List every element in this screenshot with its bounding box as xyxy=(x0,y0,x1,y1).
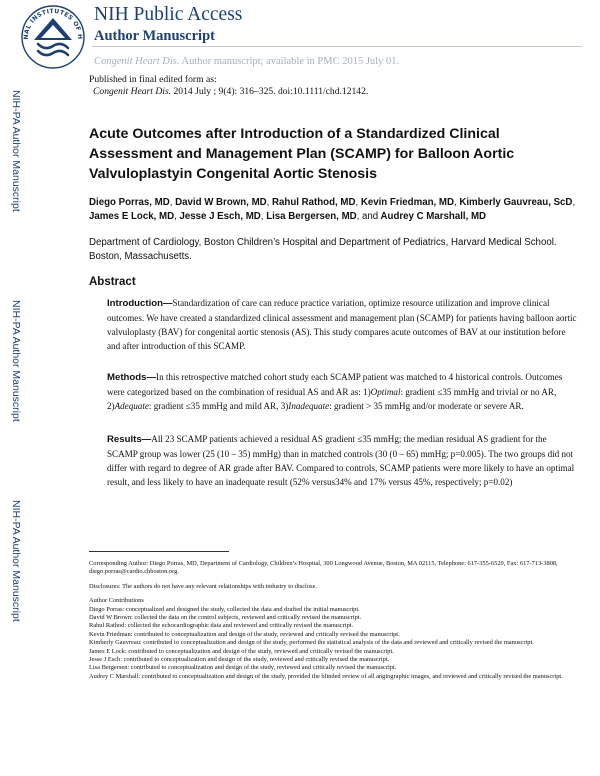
seal-lettering: NAL INSTITUTES OF H xyxy=(22,7,84,40)
abstract-heading: Abstract xyxy=(89,276,136,288)
availability-text: Author manuscript; available in PMC 2015 July 01. xyxy=(181,56,400,67)
methods-text: In this retrospective matched cohort study each SCAMP patient was matched to 4 historical controls. Outcomes were categorized based on the combination of residual AS and AR as: 1) xyxy=(107,372,563,397)
contribution-item: James E Lock: contributed to conceptualization and design of the study, reviewed and critically revised the manuscript. xyxy=(89,647,394,655)
header-journal-name: Congenit Heart Dis. xyxy=(94,56,180,67)
nih-seal-icon xyxy=(20,4,86,70)
citation-details: 2014 July ; 9(4): 316–325. doi:10.1111/chd.12142. xyxy=(173,86,369,97)
header-divider xyxy=(92,46,582,47)
author-connector: and xyxy=(362,211,379,222)
introduction-label: Introduction— xyxy=(107,298,173,309)
contribution-item: Diego Porras: conceptualized and designed the study, collected the data and drafted the initial manuscript. xyxy=(89,605,360,613)
author-name: David W Brown, MD xyxy=(175,197,267,208)
author-name: Audrey C Marshall, MD xyxy=(380,211,487,222)
methods-text: : gradient ≤35 mmHg and trivial or no AR, 2) xyxy=(107,387,557,411)
side-label-3 xyxy=(10,500,26,680)
footnotes xyxy=(89,560,584,681)
contribution-item: Jesse J Esch: contributed to conceptualization and design of the study, reviewed and critically revised the manuscript. xyxy=(89,656,390,664)
author-name: Kevin Friedman, MD xyxy=(360,197,454,208)
abstract-results xyxy=(107,432,577,489)
nih-public-access-title: NIH Public Access xyxy=(94,4,243,25)
citation-journal: Congenit Heart Dis. xyxy=(93,86,172,97)
contribution-item: Kevin Friedman: contributed to conceptualization and design of the study, reviewed and critically revised the manuscript. xyxy=(89,630,400,638)
author-manuscript-label: Author Manuscript xyxy=(94,28,215,44)
side-label-text: NIH-PA Author Manuscript xyxy=(10,500,22,622)
availability-line xyxy=(94,56,399,67)
contribution-item: David W Brown: collected the data on the control subjects, reviewed and critically revised the manuscript. xyxy=(89,614,362,622)
contribution-item: Audrey C Marshall: contributed to conceptualization and design of the study, provided the blinded review of all angiographic images, and reviewed and critically revised the manuscript. xyxy=(89,672,563,680)
nih-seal-logo xyxy=(20,4,86,70)
contribution-item: Lisa Bergersen: contributed to conceptualization and design of the study, reviewed and critically revised the manuscript. xyxy=(89,664,397,672)
article-title: Acute Outcomes after Introduction of a Standardized Clinical Assessment and Management Plan (SCAMP) for Balloon Aortic Valvuloplastyin Congenital Aortic Stenosis xyxy=(89,126,515,182)
contribution-item: Kimberly Gauvreau: contributed to conceptualization and design of the study, performed the statistical analysis of the data and reviewed and critically revised the manuscript. xyxy=(89,639,534,647)
abstract-introduction xyxy=(107,296,577,353)
side-label-text: NIH-PA Author Manuscript xyxy=(10,300,22,422)
author-list: Diego Porras, MD, David W Brown, MD, Rahul Rathod, MD, Kevin Friedman, MD, Kimberly Gauvreau, ScD, James E Lock, MD, Jesse J Esch, MD, Lisa Bergersen, MD, and Audrey C Marshall, MD xyxy=(89,197,576,222)
methods-inadequate: Inadequate xyxy=(288,401,330,411)
publication-info xyxy=(89,74,368,98)
abstract-methods xyxy=(107,370,577,413)
author-name: Lisa Bergersen, MD xyxy=(266,211,357,222)
results-label: Results— xyxy=(107,434,152,445)
methods-adequate: Adequate xyxy=(114,401,149,411)
methods-label: Methods— xyxy=(107,372,157,383)
corresponding-author: Corresponding Author: Diego Porras, MD, Department of Cardiology, Children’s Hospital, 300 Longwood Avenue, Boston, MA 02115, Telephone: 617-355-6529, Fax: 617-713-3808, diego.porras@cardio.chboston.org. xyxy=(89,560,558,576)
methods-optimal: Optimal xyxy=(370,387,401,397)
methods-text: : gradient > 35 mmHg and/or moderate or severe AR. xyxy=(329,401,524,411)
side-label-1 xyxy=(10,90,26,270)
citation-line xyxy=(93,86,368,98)
author-name: Diego Porras, MD xyxy=(89,197,170,208)
author-name: Jesse J Esch, MD xyxy=(179,211,261,222)
results-text: All 23 SCAMP patients achieved a residual AS gradient ≤35 mmHg; the median residual AS gradient for the SCAMP group was lower (25 (10 – 35) mmHg) than in matched controls (30 (0 – 65) mmHg; p=0.005). The two groups did not differ with regard to degree of AR grade after BAV. Compared to controls, SCAMP patients were more likely to have an optimal result, and less likely to have an inadequate result (52% versus34% and 17% versus 45%, respectively; p=0.02) xyxy=(107,434,575,487)
disclosures: Disclosures: The authors do not have any relevant relationships with industry to disclose. xyxy=(89,582,317,590)
side-label-text: NIH-PA Author Manuscript xyxy=(10,90,22,212)
author-name: Rahul Rathod, MD xyxy=(272,197,356,208)
side-label-2 xyxy=(10,300,26,480)
contributions-heading: Author Contributions xyxy=(89,597,144,605)
author-name: James E Lock, MD xyxy=(89,211,175,222)
methods-text: : gradient ≤35 mmHg and mild AR, 3) xyxy=(148,401,289,411)
author-name: Kimberly Gauvreau, ScD xyxy=(459,197,573,208)
affiliation: Department of Cardiology, Boston Children’s Hospital and Department of Pediatrics, Harvard Medical School. Boston, Massachusetts. xyxy=(89,237,557,262)
introduction-text: Standardization of care can reduce practice variation, optimize resource utilization and improve clinical outcomes. We have created a standardized clinical assessment and management plan (SCAMP) for patients having balloon aortic valvuloplasty (BAV) for congenital aortic stenosis (AS). This study compares acute outcomes of BAV at our institution before and after introduction of this SCAMP. xyxy=(107,298,577,351)
footnote-divider xyxy=(89,551,229,552)
contribution-item: Rahul Rathod: collected the echocardiographic data and reviewed and critically revised the manuscript. xyxy=(89,622,354,630)
published-line: Published in final edited form as: xyxy=(89,74,217,85)
